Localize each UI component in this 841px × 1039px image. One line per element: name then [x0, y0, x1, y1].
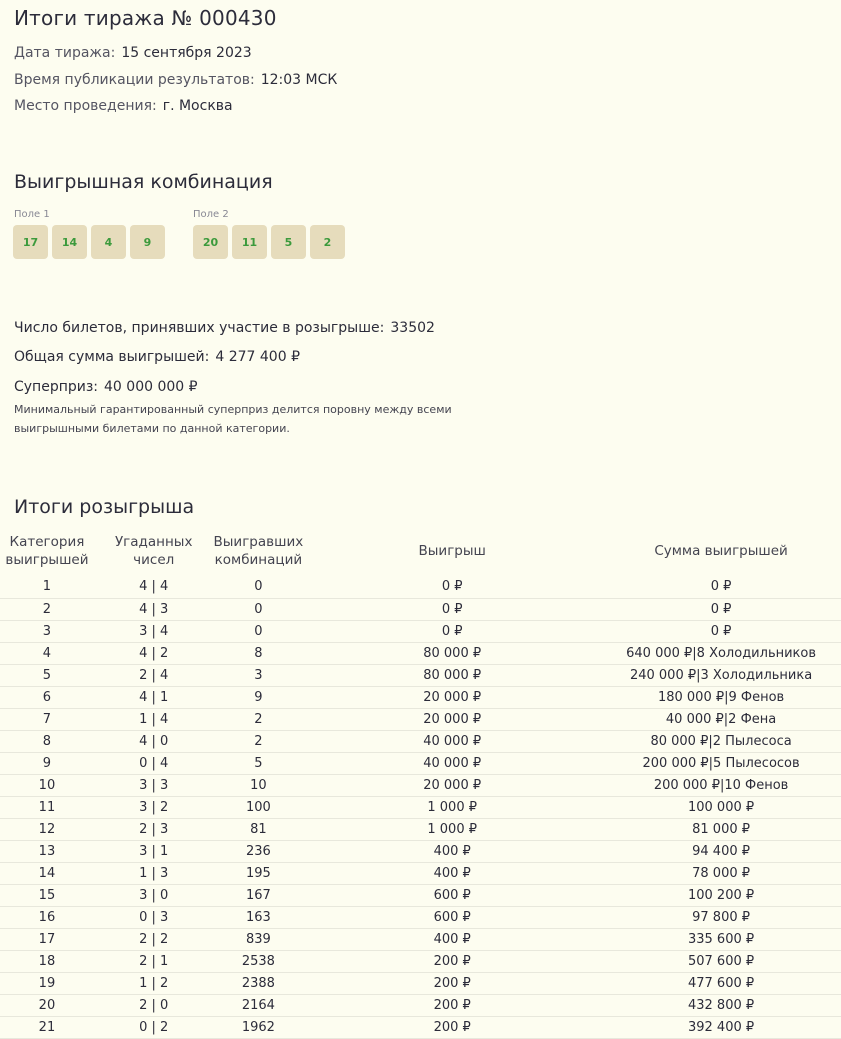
cell-prize: 200 ₽ [303, 972, 601, 994]
cell-matched: 2 | 2 [94, 928, 214, 950]
cell-category: 18 [0, 950, 94, 972]
draw-date [14, 45, 252, 61]
table-row [0, 862, 841, 884]
cell-matched: 3 | 2 [94, 796, 214, 818]
cell-prize: 40 000 ₽ [303, 752, 601, 774]
cell-matched: 2 | 3 [94, 818, 214, 840]
cell-total: 477 600 ₽ [601, 972, 841, 994]
cell-total: 180 000 ₽|9 Фенов [601, 686, 841, 708]
cell-prize: 20 000 ₽ [303, 774, 601, 796]
total-winnings-label: Общая сумма выигрышей: [14, 349, 210, 365]
cell-winners: 0 [214, 598, 304, 620]
publish-time-value: 12:03 МСК [260, 72, 338, 88]
cell-category: 14 [0, 862, 94, 884]
superprize-value: 40 000 000 ₽ [104, 379, 198, 395]
cell-category: 13 [0, 840, 94, 862]
draw-place-value: г. Москва [162, 98, 233, 114]
field1-label: Поле 1 [14, 209, 50, 220]
combination-heading: Выигрышная комбинация [14, 171, 273, 193]
cell-winners: 81 [214, 818, 304, 840]
superprize-note: Минимальный гарантированный суперприз делится поровну между всеми выигрышными билетами по данной категории. [14, 403, 452, 435]
cell-winners: 2388 [214, 972, 304, 994]
cell-total: 0 ₽ [601, 598, 841, 620]
cell-matched: 4 | 1 [94, 686, 214, 708]
cell-prize: 80 000 ₽ [303, 642, 601, 664]
ball: 5 [271, 225, 306, 259]
cell-winners: 0 [214, 576, 304, 598]
cell-total: 0 ₽ [601, 576, 841, 598]
cell-category: 5 [0, 664, 94, 686]
cell-winners: 2 [214, 730, 304, 752]
cell-total: 335 600 ₽ [601, 928, 841, 950]
cell-category: 11 [0, 796, 94, 818]
col-prize: Выигрыш [418, 543, 486, 559]
cell-category: 15 [0, 884, 94, 906]
publish-time [14, 72, 337, 88]
cell-total: 94 400 ₽ [601, 840, 841, 862]
publish-time-label: Время публикации результатов: [14, 72, 255, 88]
table-row [0, 994, 841, 1016]
cell-winners: 10 [214, 774, 304, 796]
table-row [0, 730, 841, 752]
cell-category: 21 [0, 1016, 94, 1038]
cell-prize: 200 ₽ [303, 950, 601, 972]
results-body [0, 576, 841, 1038]
table-header-row [0, 526, 841, 576]
cell-total: 200 000 ₽|5 Пылесосов [601, 752, 841, 774]
col-category: Категория выигрышей [5, 534, 89, 568]
cell-prize: 80 000 ₽ [303, 664, 601, 686]
table-row [0, 642, 841, 664]
cell-total: 81 000 ₽ [601, 818, 841, 840]
cell-prize: 1 000 ₽ [303, 818, 601, 840]
cell-winners: 167 [214, 884, 304, 906]
cell-matched: 1 | 4 [94, 708, 214, 730]
table-row [0, 576, 841, 598]
cell-prize: 0 ₽ [303, 620, 601, 642]
results-heading: Итоги розыгрыша [14, 496, 195, 518]
col-winners: Выигравших комбинаций [213, 534, 304, 568]
cell-total: 80 000 ₽|2 Пылесоса [601, 730, 841, 752]
cell-total: 40 000 ₽|2 Фена [601, 708, 841, 730]
cell-prize: 20 000 ₽ [303, 686, 601, 708]
cell-matched: 2 | 1 [94, 950, 214, 972]
cell-matched: 2 | 4 [94, 664, 214, 686]
ball: 11 [232, 225, 267, 259]
cell-matched: 4 | 3 [94, 598, 214, 620]
cell-winners: 100 [214, 796, 304, 818]
cell-category: 19 [0, 972, 94, 994]
field2-balls [193, 225, 345, 259]
cell-prize: 1 000 ₽ [303, 796, 601, 818]
field1-balls [13, 225, 165, 259]
ball: 9 [130, 225, 165, 259]
tickets-count-label: Число билетов, принявших участие в розыгрыше: [14, 320, 385, 336]
cell-matched: 3 | 0 [94, 884, 214, 906]
cell-matched: 2 | 0 [94, 994, 214, 1016]
cell-matched: 4 | 0 [94, 730, 214, 752]
cell-category: 9 [0, 752, 94, 774]
cell-prize: 0 ₽ [303, 576, 601, 598]
cell-winners: 2164 [214, 994, 304, 1016]
table-row [0, 972, 841, 994]
cell-total: 100 200 ₽ [601, 884, 841, 906]
cell-category: 8 [0, 730, 94, 752]
cell-winners: 2 [214, 708, 304, 730]
cell-category: 17 [0, 928, 94, 950]
cell-category: 4 [0, 642, 94, 664]
cell-category: 6 [0, 686, 94, 708]
cell-category: 7 [0, 708, 94, 730]
table-row [0, 818, 841, 840]
superprize-label: Суперприз: [14, 379, 99, 395]
cell-total: 97 800 ₽ [601, 906, 841, 928]
table-row [0, 664, 841, 686]
cell-matched: 3 | 4 [94, 620, 214, 642]
table-row [0, 1016, 841, 1038]
cell-winners: 2538 [214, 950, 304, 972]
cell-winners: 1962 [214, 1016, 304, 1038]
table-row [0, 796, 841, 818]
cell-winners: 5 [214, 752, 304, 774]
cell-matched: 0 | 3 [94, 906, 214, 928]
cell-prize: 200 ₽ [303, 994, 601, 1016]
cell-matched: 1 | 3 [94, 862, 214, 884]
cell-category: 3 [0, 620, 94, 642]
ball: 14 [52, 225, 87, 259]
cell-category: 2 [0, 598, 94, 620]
cell-prize: 400 ₽ [303, 840, 601, 862]
cell-winners: 195 [214, 862, 304, 884]
cell-winners: 3 [214, 664, 304, 686]
tickets-count-value: 33502 [390, 320, 435, 336]
table-row [0, 840, 841, 862]
cell-winners: 8 [214, 642, 304, 664]
cell-total: 200 000 ₽|10 Фенов [601, 774, 841, 796]
table-row [0, 752, 841, 774]
draw-place [14, 98, 233, 114]
superprize [14, 379, 198, 395]
col-matched: Угаданных чисел [114, 534, 193, 568]
page-title: Итоги тиража № 000430 [14, 6, 277, 30]
cell-total: 100 000 ₽ [601, 796, 841, 818]
total-winnings [14, 349, 300, 365]
table-row [0, 884, 841, 906]
tickets-count [14, 320, 435, 336]
draw-place-label: Место проведения: [14, 98, 157, 114]
cell-category: 20 [0, 994, 94, 1016]
cell-matched: 1 | 2 [94, 972, 214, 994]
cell-prize: 40 000 ₽ [303, 730, 601, 752]
cell-winners: 0 [214, 620, 304, 642]
ball: 20 [193, 225, 228, 259]
table-row [0, 598, 841, 620]
cell-winners: 236 [214, 840, 304, 862]
cell-winners: 9 [214, 686, 304, 708]
cell-total: 640 000 ₽|8 Холодильников [601, 642, 841, 664]
col-total: Сумма выигрышей [654, 543, 788, 559]
cell-category: 12 [0, 818, 94, 840]
ball: 4 [91, 225, 126, 259]
cell-total: 507 600 ₽ [601, 950, 841, 972]
table-row [0, 620, 841, 642]
table-row [0, 906, 841, 928]
results-table [0, 526, 841, 1039]
cell-total: 240 000 ₽|3 Холодильника [601, 664, 841, 686]
cell-winners: 163 [214, 906, 304, 928]
table-row [0, 928, 841, 950]
cell-matched: 4 | 4 [94, 576, 214, 598]
table-row [0, 774, 841, 796]
cell-total: 0 ₽ [601, 620, 841, 642]
cell-prize: 0 ₽ [303, 598, 601, 620]
cell-matched: 3 | 3 [94, 774, 214, 796]
cell-matched: 0 | 2 [94, 1016, 214, 1038]
cell-total: 432 800 ₽ [601, 994, 841, 1016]
field2-label: Поле 2 [193, 209, 229, 220]
cell-total: 392 400 ₽ [601, 1016, 841, 1038]
total-winnings-value: 4 277 400 ₽ [215, 349, 300, 365]
cell-prize: 400 ₽ [303, 928, 601, 950]
cell-category: 1 [0, 576, 94, 598]
cell-prize: 400 ₽ [303, 862, 601, 884]
cell-matched: 0 | 4 [94, 752, 214, 774]
table-row [0, 686, 841, 708]
cell-total: 78 000 ₽ [601, 862, 841, 884]
draw-date-label: Дата тиража: [14, 45, 116, 61]
cell-matched: 3 | 1 [94, 840, 214, 862]
cell-prize: 200 ₽ [303, 1016, 601, 1038]
table-row [0, 950, 841, 972]
cell-prize: 20 000 ₽ [303, 708, 601, 730]
ball: 17 [13, 225, 48, 259]
table-row [0, 708, 841, 730]
cell-category: 16 [0, 906, 94, 928]
cell-winners: 839 [214, 928, 304, 950]
cell-prize: 600 ₽ [303, 906, 601, 928]
draw-date-value: 15 сентября 2023 [121, 45, 252, 61]
ball: 2 [310, 225, 345, 259]
cell-category: 10 [0, 774, 94, 796]
cell-prize: 600 ₽ [303, 884, 601, 906]
cell-matched: 4 | 2 [94, 642, 214, 664]
